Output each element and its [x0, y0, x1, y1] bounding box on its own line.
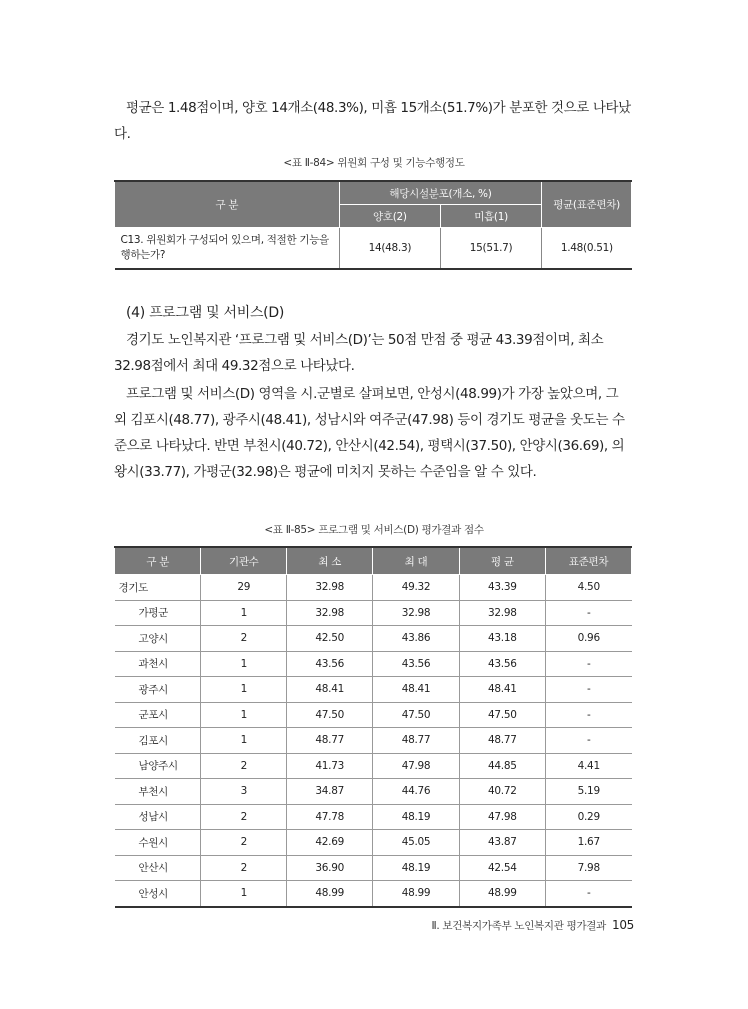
- value-cell: 48.77: [373, 728, 459, 754]
- table-row: [115, 575, 632, 601]
- value-cell: 29: [201, 575, 287, 601]
- value-cell: 32.98: [287, 600, 373, 626]
- page-footer: [431, 918, 634, 933]
- value-cell: 2: [201, 626, 287, 652]
- region-cell: 안성시: [115, 881, 201, 907]
- table-row: [115, 677, 632, 703]
- paragraph-1: 경기도 노인복지관 ‘프로그램 및 서비스(D)’는 50점 만점 중 평균 43.39점이며, 최소 32.98점에서 최대 49.32점으로 나타났다.: [114, 332, 604, 374]
- value-cell: 48.41: [459, 677, 545, 703]
- region-cell: 광주시: [115, 677, 201, 703]
- value-cell: -: [545, 677, 631, 703]
- paragraph-2: 프로그램 및 서비스(D) 영역을 시․군별로 살펴보면, 안성시(48.99)가 가장 높았으며, 그 외 김포시(48.77), 광주시(48.41), 성남시와 여주군(47.98) 등이 경기도 평균을 웃도는 수준으로 나타났다. 반면 부천시(40.72), 안산시(42.54), 평택시(37.50), 안양시(36.69), 의왕시(33.77), 가평군(32.98)은 평균에 미치지 못하는 수준임을 알 수 있다.: [114, 386, 625, 480]
- cell-good: 14(48.3): [339, 228, 440, 270]
- value-cell: 1: [201, 702, 287, 728]
- table-row: [115, 881, 632, 907]
- value-cell: 48.19: [373, 855, 459, 881]
- value-cell: 47.50: [287, 702, 373, 728]
- value-cell: 1: [201, 600, 287, 626]
- cell-average: 1.48(0.51): [542, 228, 632, 270]
- value-cell: 43.39: [459, 575, 545, 601]
- value-cell: 42.54: [459, 855, 545, 881]
- table-row: [115, 600, 632, 626]
- region-cell: 군포시: [115, 702, 201, 728]
- value-cell: 48.77: [459, 728, 545, 754]
- value-cell: -: [545, 881, 631, 907]
- value-cell: 47.50: [373, 702, 459, 728]
- col-header-max: 최 대: [373, 547, 459, 575]
- table-row: [115, 651, 632, 677]
- value-cell: -: [545, 702, 631, 728]
- value-cell: 0.29: [545, 804, 631, 830]
- value-cell: 1.67: [545, 830, 631, 856]
- value-cell: 43.56: [373, 651, 459, 677]
- value-cell: 43.18: [459, 626, 545, 652]
- value-cell: 49.32: [373, 575, 459, 601]
- value-cell: 45.05: [373, 830, 459, 856]
- value-cell: 36.90: [287, 855, 373, 881]
- table-row: [115, 804, 632, 830]
- value-cell: 43.86: [373, 626, 459, 652]
- region-cell: 고양시: [115, 626, 201, 652]
- region-cell: 가평군: [115, 600, 201, 626]
- region-cell: 남양주시: [115, 753, 201, 779]
- value-cell: 42.69: [287, 830, 373, 856]
- table-85-caption: <표 Ⅱ-85> 프로그램 및 서비스(D) 평가결과 점수: [264, 524, 484, 536]
- table-row: [115, 753, 632, 779]
- section-heading: (4) 프로그램 및 서비스(D): [126, 305, 284, 321]
- value-cell: 40.72: [459, 779, 545, 805]
- col-header-average: 평균(표준편차): [542, 181, 632, 228]
- value-cell: -: [545, 600, 631, 626]
- col-header-mean: 평 균: [459, 547, 545, 575]
- value-cell: 47.98: [373, 753, 459, 779]
- value-cell: 3: [201, 779, 287, 805]
- value-cell: 41.73: [287, 753, 373, 779]
- value-cell: 4.41: [545, 753, 631, 779]
- value-cell: 2: [201, 804, 287, 830]
- col-header-min: 최 소: [287, 547, 373, 575]
- value-cell: 4.50: [545, 575, 631, 601]
- region-cell: 부천시: [115, 779, 201, 805]
- region-cell: 경기도: [115, 575, 201, 601]
- value-cell: 48.19: [373, 804, 459, 830]
- table-row: [115, 728, 632, 754]
- col-header-good: 양호(2): [339, 205, 440, 228]
- value-cell: 44.85: [459, 753, 545, 779]
- value-cell: 48.99: [373, 881, 459, 907]
- value-cell: 43.87: [459, 830, 545, 856]
- table-row: [115, 626, 632, 652]
- value-cell: 2: [201, 855, 287, 881]
- value-cell: 47.78: [287, 804, 373, 830]
- value-cell: 43.56: [287, 651, 373, 677]
- value-cell: 2: [201, 753, 287, 779]
- value-cell: 43.56: [459, 651, 545, 677]
- col-header-count: 기관수: [201, 547, 287, 575]
- col-header-distribution: 해당시설분포(개소, %): [339, 181, 541, 205]
- cell-poor: 15(51.7): [440, 228, 541, 270]
- region-cell: 김포시: [115, 728, 201, 754]
- value-cell: 44.76: [373, 779, 459, 805]
- region-cell: 과천시: [115, 651, 201, 677]
- value-cell: 1: [201, 677, 287, 703]
- value-cell: 0.96: [545, 626, 631, 652]
- value-cell: 42.50: [287, 626, 373, 652]
- region-cell: 수원시: [115, 830, 201, 856]
- value-cell: 2: [201, 830, 287, 856]
- value-cell: -: [545, 651, 631, 677]
- value-cell: 34.87: [287, 779, 373, 805]
- table-85: [114, 546, 632, 908]
- table-row: [115, 830, 632, 856]
- value-cell: 48.77: [287, 728, 373, 754]
- value-cell: 1: [201, 881, 287, 907]
- table-row: [115, 779, 632, 805]
- value-cell: 5.19: [545, 779, 631, 805]
- value-cell: 48.99: [287, 881, 373, 907]
- value-cell: 48.99: [459, 881, 545, 907]
- table-row: [115, 702, 632, 728]
- value-cell: 47.50: [459, 702, 545, 728]
- table-84-caption: <표 Ⅱ-84> 위원회 구성 및 기능수행정도: [283, 157, 465, 169]
- col-header-sd: 표준편차: [545, 547, 631, 575]
- value-cell: 1: [201, 651, 287, 677]
- page-number: 105: [611, 918, 634, 932]
- col-header-region: 구 분: [115, 547, 201, 575]
- region-cell: 안산시: [115, 855, 201, 881]
- table-row: [115, 228, 632, 270]
- value-cell: 1: [201, 728, 287, 754]
- footer-text: Ⅱ. 보건복지가족부 노인복지관 평가결과: [431, 920, 606, 932]
- value-cell: 32.98: [459, 600, 545, 626]
- table-row: [115, 855, 632, 881]
- value-cell: 48.41: [373, 677, 459, 703]
- col-header-group: 구 분: [115, 181, 340, 228]
- value-cell: 7.98: [545, 855, 631, 881]
- value-cell: -: [545, 728, 631, 754]
- value-cell: 32.98: [287, 575, 373, 601]
- intro-paragraph: 평균은 1.48점이며, 양호 14개소(48.3%), 미흡 15개소(51.7%)가 분포한 것으로 나타났다.: [114, 100, 631, 142]
- item-question: C13. 위원회가 구성되어 있으며, 적절한 기능을 행하는가?: [115, 228, 340, 270]
- region-cell: 성남시: [115, 804, 201, 830]
- value-cell: 32.98: [373, 600, 459, 626]
- value-cell: 48.41: [287, 677, 373, 703]
- table-84: [114, 180, 632, 270]
- value-cell: 47.98: [459, 804, 545, 830]
- col-header-poor: 미흡(1): [440, 205, 541, 228]
